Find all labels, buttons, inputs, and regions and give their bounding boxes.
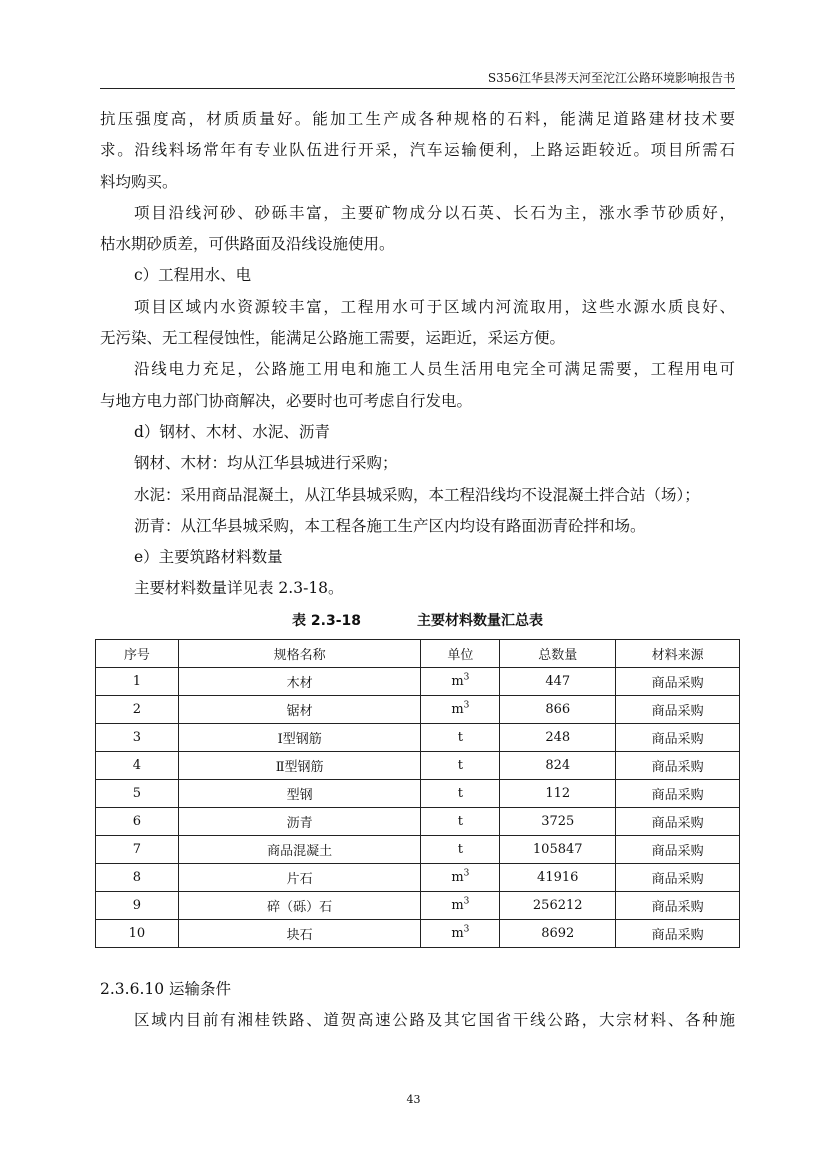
name-cell: 块石 — [178, 919, 421, 947]
unit-superscript: 3 — [463, 924, 470, 935]
page-content — [100, 104, 735, 1036]
subheading-materials: d）钢材、木材、水泥、沥青 — [134, 422, 330, 441]
name-cell: 木材 — [178, 667, 421, 695]
no-cell: 2 — [96, 695, 179, 723]
subheading-water-power: c）工程用水、电 — [134, 266, 252, 285]
no-cell: 3 — [96, 723, 179, 751]
table-body — [96, 667, 740, 947]
no-cell: 9 — [96, 891, 179, 919]
source-cell: 商品采购 — [616, 667, 740, 695]
source-cell: 商品采购 — [616, 863, 740, 891]
header-cell: 材料来源 — [616, 639, 740, 667]
name-cell: 沥青 — [178, 807, 421, 835]
unit-text: t — [457, 729, 463, 745]
name-cell: 型钢 — [178, 779, 421, 807]
source-cell: 商品采购 — [616, 919, 740, 947]
unit-text: t — [457, 757, 463, 773]
section-heading: 2.3.6.10 运输条件 — [100, 979, 232, 998]
unit-text: t — [457, 813, 463, 829]
header-cell: 单位 — [421, 639, 500, 667]
quantity-cell: 248 — [500, 723, 616, 751]
quantity-cell: 3725 — [500, 807, 616, 835]
paragraph-line: 无污染、无工程侵蚀性，能满足公路施工需要，运距近，采运方便。 — [100, 329, 566, 348]
paragraph-line: 枯水期砂质差，可供路面及沿线设施使用。 — [100, 235, 395, 254]
paragraph-line: 与地方电力部门协商解决，必要时也可考虑自行发电。 — [100, 391, 473, 410]
paragraph-line: 抗压强度高，材质质量好。能加工生产成各种规格的石料，能满足道路建材技术要 — [100, 110, 735, 128]
subheading-quantities: e）主要筑路材料数量 — [134, 548, 283, 567]
quantity-cell: 256212 — [500, 891, 616, 919]
unit-superscript: 3 — [463, 700, 470, 711]
name-cell: 碎（砾）石 — [178, 891, 421, 919]
header-cell: 总数量 — [500, 639, 616, 667]
table-row — [96, 891, 740, 919]
source-cell: 商品采购 — [616, 807, 740, 835]
source-cell: 商品采购 — [616, 891, 740, 919]
table-row — [96, 919, 740, 947]
no-cell: 8 — [96, 863, 179, 891]
table-row — [96, 807, 740, 835]
paragraph-line: 沿线电力充足，公路施工用电和施工人员生活用电完全可满足需要，工程用电可 — [134, 360, 735, 379]
name-cell: 锯材 — [178, 695, 421, 723]
unit-superscript: 3 — [463, 672, 470, 683]
paragraph-line: 料均购买。 — [100, 172, 178, 191]
paragraph-line: 钢材、木材：均从江华县城进行采购； — [134, 454, 398, 473]
quantity-cell: 447 — [500, 667, 616, 695]
unit-cell — [421, 835, 500, 863]
page-header — [100, 68, 735, 89]
table-caption — [100, 607, 735, 639]
paragraph-line: 沥青：从江华县城采购，本工程各施工生产区内均设有路面沥青砼拌和场。 — [134, 516, 646, 535]
no-cell: 5 — [96, 779, 179, 807]
unit-text: m — [451, 869, 464, 885]
table-row — [96, 863, 740, 891]
unit-cell — [421, 667, 500, 695]
no-cell: 7 — [96, 835, 179, 863]
unit-cell — [421, 863, 500, 891]
source-cell: 商品采购 — [616, 779, 740, 807]
name-cell: Ⅰ型钢筋 — [178, 723, 421, 751]
paragraph-line: 主要材料数量详见表 2.3-18。 — [134, 579, 344, 598]
quantity-cell: 105847 — [500, 835, 616, 863]
source-cell: 商品采购 — [616, 723, 740, 751]
page-number: 43 — [406, 1093, 421, 1106]
quantity-cell: 824 — [500, 751, 616, 779]
paragraph-line: 项目沿线河砂、砂砾丰富，主要矿物成分以石英、长石为主，涨水季节砂质好， — [134, 203, 735, 222]
unit-superscript: 3 — [463, 868, 470, 879]
quantity-cell: 8692 — [500, 919, 616, 947]
table-row — [96, 779, 740, 807]
table-number: 表 2.3-18 — [292, 612, 361, 629]
unit-text: t — [457, 785, 463, 801]
table-header-row — [96, 639, 740, 667]
unit-cell — [421, 919, 500, 947]
paragraph-line: 求。沿线料场常年有专业队伍进行开采，汽车运输便利，上路运距较近。项目所需石 — [100, 141, 735, 160]
unit-text: m — [451, 897, 464, 913]
paragraph-line: 水泥：采用商品混凝土，从江华县城采购，本工程沿线均不设混凝土拌合站（场）； — [134, 485, 700, 504]
no-cell: 6 — [96, 807, 179, 835]
no-cell: 1 — [96, 667, 179, 695]
paragraph-line: 项目区域内水资源较丰富，工程用水可于区域内河流取用，这些水源水质良好、 — [134, 297, 735, 316]
quantity-cell: 41916 — [500, 863, 616, 891]
materials-table — [95, 639, 740, 948]
no-cell: 10 — [96, 919, 179, 947]
unit-text: m — [451, 673, 464, 689]
name-cell: 商品混凝土 — [178, 835, 421, 863]
table-row — [96, 695, 740, 723]
unit-cell — [421, 751, 500, 779]
header-cell: 序号 — [96, 639, 179, 667]
table-row — [96, 835, 740, 863]
no-cell: 4 — [96, 751, 179, 779]
table-row — [96, 723, 740, 751]
quantity-cell: 112 — [500, 779, 616, 807]
source-cell: 商品采购 — [616, 835, 740, 863]
quantity-cell: 866 — [500, 695, 616, 723]
unit-text: m — [451, 701, 464, 717]
header-cell: 规格名称 — [178, 639, 421, 667]
source-cell: 商品采购 — [616, 751, 740, 779]
unit-cell — [421, 723, 500, 751]
unit-cell — [421, 695, 500, 723]
table-row — [96, 751, 740, 779]
unit-text: t — [457, 841, 463, 857]
name-cell: Ⅱ型钢筋 — [178, 751, 421, 779]
name-cell: 片石 — [178, 863, 421, 891]
unit-cell — [421, 807, 500, 835]
paragraph-line: 区域内目前有湘桂铁路、道贺高速公路及其它国省干线公路，大宗材料、各种施 — [134, 1011, 735, 1030]
unit-superscript: 3 — [463, 896, 470, 907]
unit-cell — [421, 779, 500, 807]
unit-cell — [421, 891, 500, 919]
unit-text: m — [451, 925, 464, 941]
table-row — [96, 667, 740, 695]
source-cell: 商品采购 — [616, 695, 740, 723]
header-title: S356江华县涔天河至沱江公路环境影响报告书 — [487, 71, 735, 85]
table-title: 主要材料数量汇总表 — [416, 612, 543, 629]
